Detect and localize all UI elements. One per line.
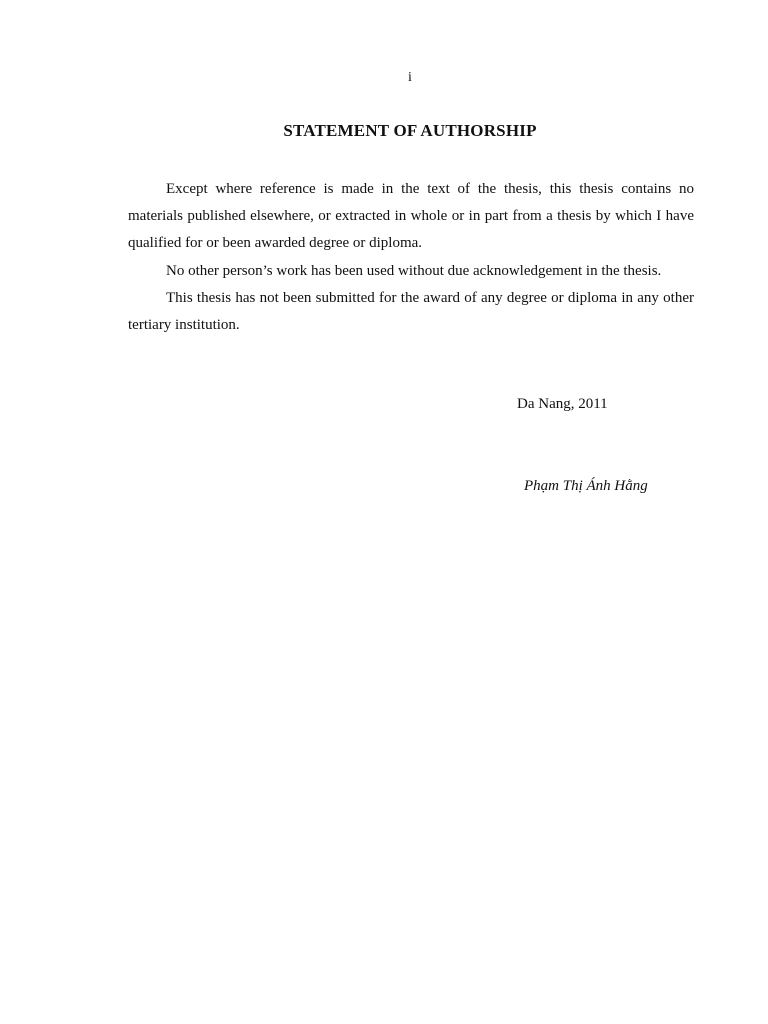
statement-paragraph-1: Except where reference is made in the text of the thesis, this thesis contains no materials published elsewhere, or extracted in whole or in part from a thesis by which I have qualified for or been awarded degree or diploma.: [128, 181, 694, 252]
statement-body: [128, 176, 694, 339]
page-title: STATEMENT OF AUTHORSHIP: [283, 121, 537, 140]
page-number: i: [408, 70, 412, 85]
author-signature: Phạm Thị Ánh Hằng: [524, 478, 648, 494]
statement-paragraph-3: This thesis has not been submitted for the award of any degree or diploma in any other tertiary institution.: [128, 289, 694, 334]
place-date: Da Nang, 2011: [517, 396, 608, 412]
statement-paragraph-2: No other person’s work has been used without due acknowledgement in the thesis.: [166, 262, 662, 279]
